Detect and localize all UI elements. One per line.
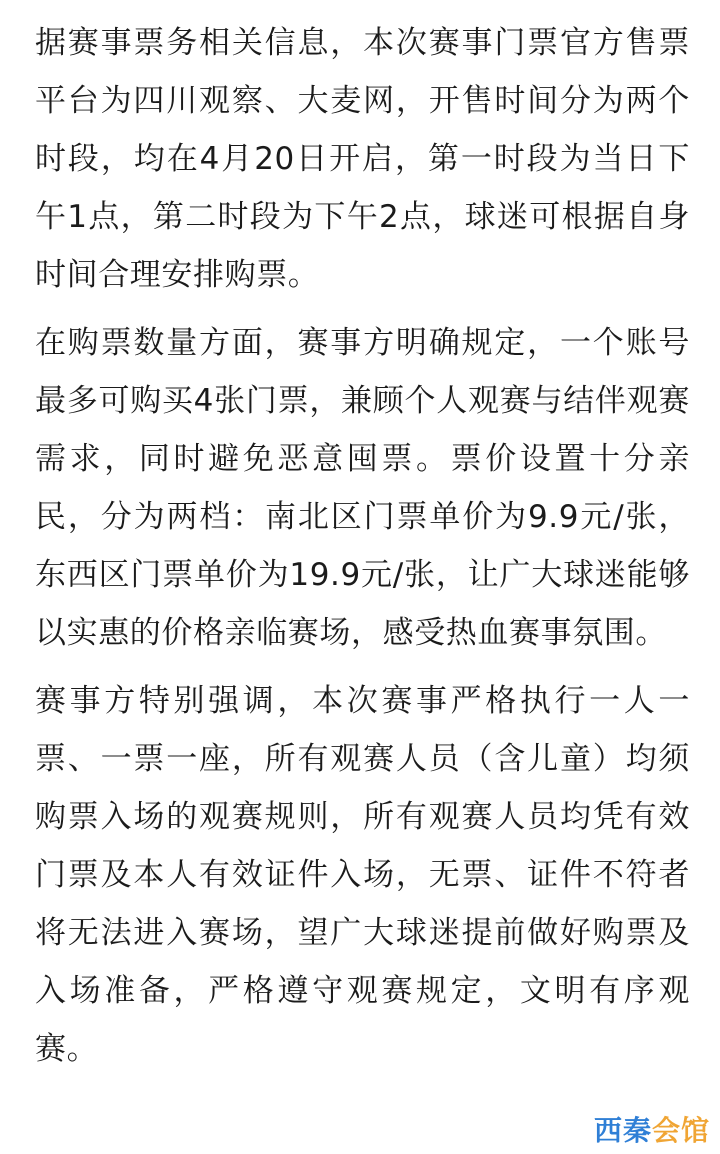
watermark-logo (594, 1114, 710, 1148)
article-body (35, 14, 690, 1078)
paragraph-ticket-platform: 据赛事票务相关信息，本次赛事门票官方售票平台为四川观察、大麦网，开售时间分为两个时段，均在4月20日开启，第一时段为当日下午1点，第二时段为下午2点，球迷可根据自身时间合理安排购票。 (35, 25, 690, 293)
paragraph-admission-rules: 赛事方特别强调，本次赛事严格执行一人一票、一票一座，所有观赛人员（含儿童）均须购票入场的观赛规则，所有观赛人员均凭有效门票及本人有效证件入场，无票、证件不符者将无法进入赛场，望广大球迷提前做好购票及入场准备，严格遵守观赛规定，文明有序观赛。 (35, 683, 690, 1067)
watermark-text-part1: 西秦 (593, 1114, 652, 1147)
paragraph-ticket-quantity-price: 在购票数量方面，赛事方明确规定，一个账号最多可购买4张门票，兼顾个人观赛与结伴观赛需求，同时避免恶意囤票。票价设置十分亲民，分为两档：南北区门票单价为9.9元/张，东西区门票单价为19.9元/张，让广大球迷能够以实惠的价格亲临赛场，感受热血赛事氛围。 (35, 325, 690, 651)
watermark-text-part2: 会馆 (651, 1114, 710, 1147)
